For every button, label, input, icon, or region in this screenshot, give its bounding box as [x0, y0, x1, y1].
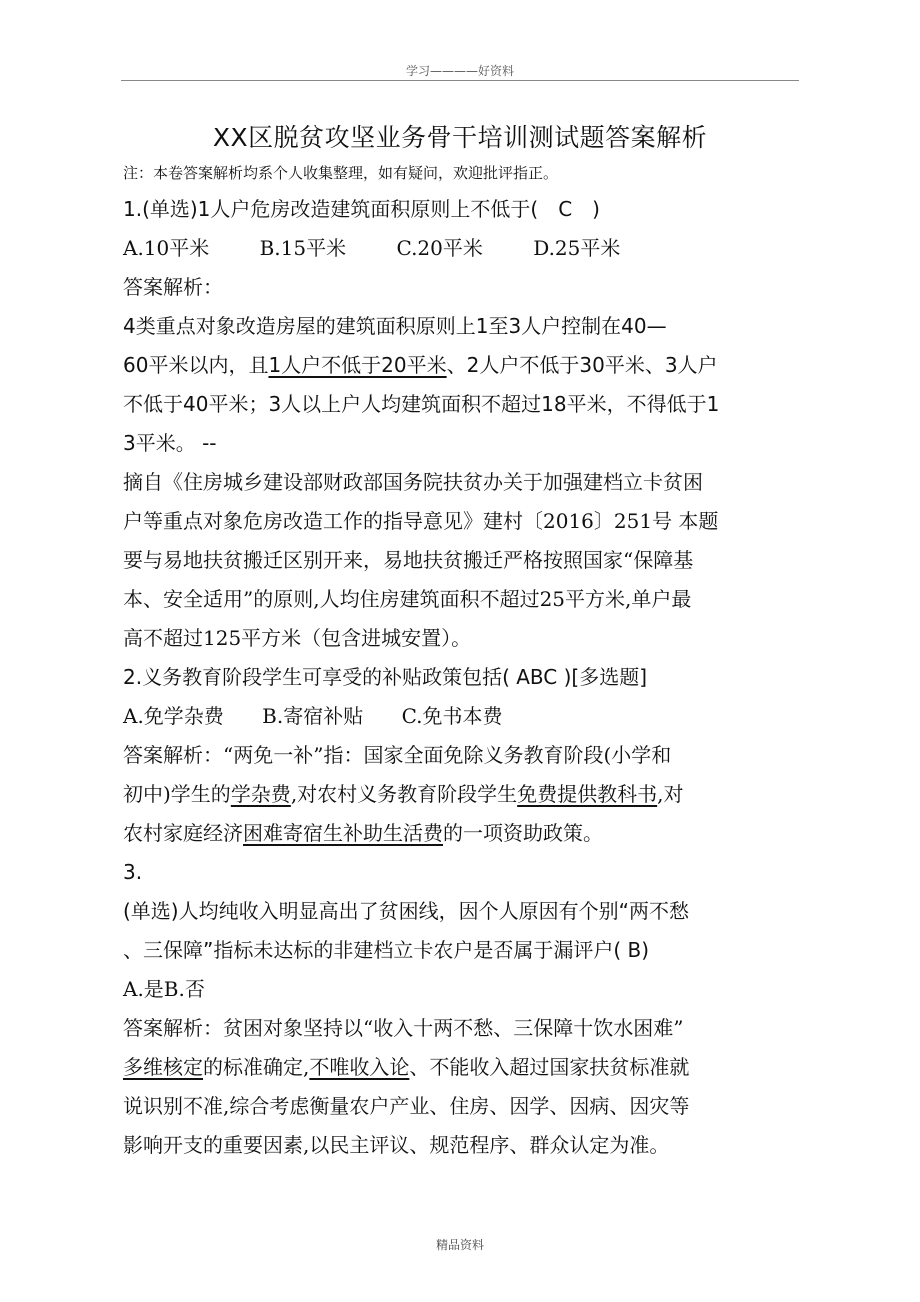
- option-a: A.10平米: [123, 236, 210, 260]
- answer-2-line-3: 农村家庭经济困难寄宿生补助生活费的一项资助政策。: [123, 821, 603, 845]
- underlined-text: 1人户不低于20平米: [268, 353, 447, 377]
- answer-2-line-2: 初中)学生的学杂费,对农村义务教育阶段学生免费提供教科书,对: [123, 782, 684, 806]
- option-c: C.免书本费: [401, 704, 503, 728]
- question-2-options: [123, 697, 799, 736]
- answer-1-line-2: 60平米以内，且1人户不低于20平米、2人户不低于30平米、3人户: [123, 353, 718, 377]
- option-b: B.15平米: [259, 236, 347, 260]
- header-rule: [121, 80, 799, 81]
- answer-1-line-3: 不低于40平米；3人以上户人均建筑面积不超过18平米，不得低于1: [123, 392, 720, 416]
- question-1-options: [123, 229, 799, 268]
- question-1: 1.(单选)1人户危房改造建筑面积原则上不低于( C ): [123, 197, 600, 221]
- underlined-text: 不唯收入论: [309, 1055, 410, 1079]
- option-d: D.25平米: [533, 236, 621, 260]
- option-c: C.20平米: [396, 236, 483, 260]
- question-3-line-1: (单选)人均纯收入明显高出了贫困线，因个人原因有个别“两不愁: [123, 899, 689, 923]
- answer-1-line-1: 4类重点对象改造房屋的建筑面积原则上1至3人户控制在40—: [123, 314, 667, 338]
- answer-1-line-5: 摘自《住房城乡建设部财政部国务院扶贫办关于加强建档立卡贫困: [123, 470, 703, 494]
- page-header: 学习————好资料: [405, 64, 514, 78]
- answer-3-line-4: 影响开支的重要因素,以民主评议、规范程序、群众认定为准。: [123, 1133, 670, 1157]
- option-b: B.寄宿补贴: [262, 704, 364, 728]
- option-a: A.免学杂费: [123, 704, 224, 728]
- answer-1-line-9: 高不超过125平方米（包含进城安置）。: [123, 626, 472, 650]
- answer-3-line-2: 多维核定的标准确定,不唯收入论、不能收入超过国家扶贫标准就: [123, 1055, 690, 1079]
- answer-3-line-3: 说识别不准,综合考虑衡量农户产业、住房、因学、因病、因灾等: [123, 1094, 690, 1118]
- document-title: XX区脱贫攻坚业务骨干培训测试题答案解析: [212, 123, 708, 152]
- answer-1-line-4: 3平米。 --: [123, 431, 217, 455]
- question-3-line-2: 、三保障”指标未达标的非建档立卡农户是否属于漏评户( B): [123, 938, 650, 962]
- page-footer: 精品资料: [435, 1238, 484, 1252]
- document-note: 注：本卷答案解析均系个人收集整理，如有疑问，欢迎批评指正。: [123, 164, 559, 182]
- answer-2-line-1: 答案解析：“两免一补”指：国家全面免除义务教育阶段(小学和: [123, 743, 672, 767]
- underlined-text: 学杂费: [230, 782, 291, 806]
- underlined-text: 免费提供教科书: [517, 782, 658, 806]
- question-3-number: 3.: [123, 860, 143, 884]
- answer-1-line-7: 要与易地扶贫搬迁区别开来，易地扶贫搬迁严格按照国家“保障基: [123, 548, 694, 572]
- document-body: [123, 190, 799, 1165]
- answer-label: 答案解析：: [123, 275, 223, 299]
- underlined-text: 困难寄宿生补助生活费: [243, 821, 443, 845]
- question-3-options: A.是B.否: [123, 977, 205, 1001]
- question-2: 2.义务教育阶段学生可享受的补贴政策包括( ABC )[多选题]: [123, 665, 648, 689]
- answer-1-line-6: 户等重点对象危房改造工作的指导意见》建村〔2016〕251号 本题: [123, 509, 719, 533]
- underlined-text: 多维核定: [123, 1055, 203, 1079]
- answer-3-line-1: 答案解析：贫困对象坚持以“收入十两不愁、三保障十饮水困难”: [123, 1016, 684, 1040]
- answer-1-line-8: 本、安全适用”的原则,人均住房建筑面积不超过25平方米,单户最: [123, 587, 692, 611]
